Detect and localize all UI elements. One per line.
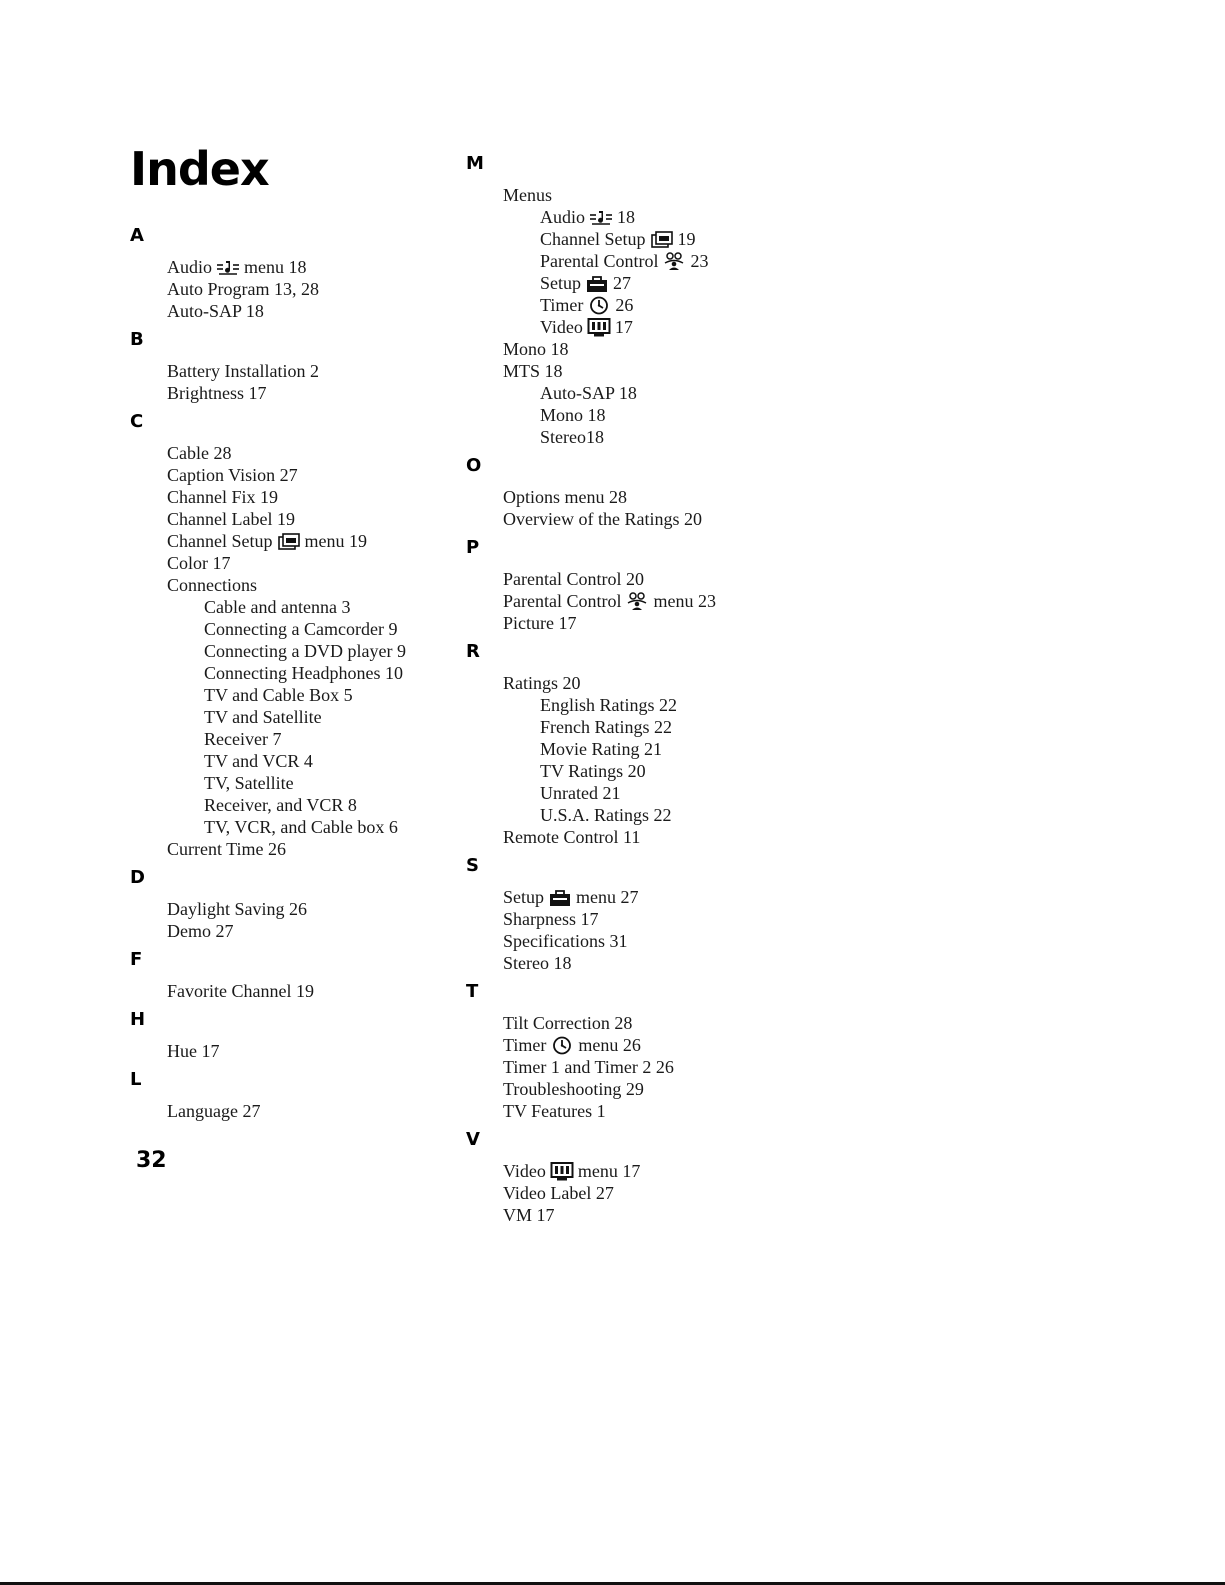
- entry-text: Channel Fix 19: [167, 487, 278, 507]
- section-letter: P: [466, 537, 480, 558]
- index-entry: [130, 750, 460, 772]
- index-section-v: [466, 1128, 796, 1226]
- section-letter: L: [130, 1069, 142, 1090]
- entry-text: Color 17: [167, 553, 231, 573]
- entry-text: Receiver 7: [204, 729, 282, 749]
- section-letter: O: [466, 455, 482, 476]
- section-letter: T: [466, 981, 479, 1002]
- index-entry: [466, 316, 796, 338]
- index-entry: [130, 300, 460, 322]
- index-entry: [466, 590, 796, 612]
- entry-text: Picture 17: [503, 613, 577, 633]
- parental-control-icon: [625, 592, 649, 611]
- index-entry: [130, 530, 460, 552]
- section-letter: A: [130, 225, 144, 246]
- entry-page-ref: 17: [614, 317, 633, 337]
- index-entry: [466, 1034, 796, 1056]
- channel-setup-icon: [277, 532, 301, 551]
- index-entry: [466, 1056, 796, 1078]
- index-section-p: [466, 536, 796, 634]
- index-entry: [466, 952, 796, 974]
- index-entry: [130, 898, 460, 920]
- entry-text: TV Ratings 20: [540, 761, 646, 781]
- entry-text: Tilt Correction 28: [503, 1013, 633, 1033]
- index-entry: [130, 464, 460, 486]
- entry-text: Hue 17: [167, 1041, 220, 1061]
- entry-text: TV, VCR, and Cable box 6: [204, 817, 398, 837]
- entry-text: TV and VCR 4: [204, 751, 313, 771]
- entry-text: Unrated 21: [540, 783, 621, 803]
- entry-text: Video: [503, 1161, 546, 1181]
- index-entry: [130, 640, 460, 662]
- index-entry: [466, 486, 796, 508]
- index-entry: [130, 618, 460, 640]
- entry-page-ref: menu 18: [244, 257, 307, 277]
- entry-page-ref: menu 27: [576, 887, 639, 907]
- entry-text: English Ratings 22: [540, 695, 678, 715]
- entry-page-ref: menu 19: [304, 531, 367, 551]
- entry-text: Daylight Saving 26: [167, 899, 307, 919]
- audio-menu-icon: [216, 258, 240, 277]
- entry-text: Caption Vision 27: [167, 465, 298, 485]
- entry-list: [466, 672, 796, 848]
- entry-text: TV Features 1: [503, 1101, 606, 1121]
- index-entry: [130, 552, 460, 574]
- entry-text: Brightness 17: [167, 383, 267, 403]
- section-letter: H: [130, 1009, 146, 1030]
- index-section-o: [466, 454, 796, 530]
- entry-text: Cable and antenna 3: [204, 597, 351, 617]
- entry-page-ref: 26: [615, 295, 634, 315]
- entry-text: Demo 27: [167, 921, 234, 941]
- entry-list: [130, 360, 460, 404]
- entry-text: Battery Installation 2: [167, 361, 319, 381]
- entry-text: Options menu 28: [503, 487, 627, 507]
- index-entry: [130, 1040, 460, 1062]
- entry-text: Timer: [540, 295, 584, 315]
- entry-list: [130, 980, 460, 1002]
- section-letter: M: [466, 153, 484, 174]
- entry-list: [466, 486, 796, 530]
- entry-list: [130, 898, 460, 942]
- entry-text: Auto-SAP 18: [540, 383, 637, 403]
- index-entry: [130, 508, 460, 530]
- entry-list: [466, 1160, 796, 1226]
- index-entry: [466, 672, 796, 694]
- entry-text: Connecting a Camcorder 9: [204, 619, 398, 639]
- entry-text: Favorite Channel 19: [167, 981, 314, 1001]
- index-entry: [466, 508, 796, 530]
- index-entry: [130, 278, 460, 300]
- index-entry: [130, 838, 460, 860]
- section-letter: S: [466, 855, 479, 876]
- index-entry: [130, 382, 460, 404]
- section-letter: R: [466, 641, 480, 662]
- setup-toolbox-icon: [585, 274, 609, 293]
- index-entry: [466, 1160, 796, 1182]
- entry-text: Auto Program 13, 28: [167, 279, 319, 299]
- entry-text: Audio: [167, 257, 212, 277]
- index-entry: [130, 442, 460, 464]
- index-entry: [466, 760, 796, 782]
- index-entry: [130, 486, 460, 508]
- index-section-t: [466, 980, 796, 1122]
- entry-text: Auto-SAP 18: [167, 301, 264, 321]
- entry-text: Specifications 31: [503, 931, 628, 951]
- index-entry: [466, 382, 796, 404]
- index-entry: [466, 250, 796, 272]
- entry-text: Overview of the Ratings 20: [503, 509, 702, 529]
- index-section-h: [130, 1008, 460, 1062]
- index-section-l: [130, 1068, 460, 1122]
- entry-text: Connecting a DVD player 9: [204, 641, 406, 661]
- timer-clock-icon: [550, 1036, 574, 1055]
- entry-text: Channel Setup: [167, 531, 273, 551]
- index-entry: [466, 426, 796, 448]
- entry-text: Stereo 18: [503, 953, 572, 973]
- index-section-f: [130, 948, 460, 1002]
- index-entry: [130, 662, 460, 684]
- index-entry: [130, 772, 460, 794]
- index-column-left: [130, 224, 460, 1128]
- entry-list: [130, 1040, 460, 1062]
- entry-text: Parental Control: [503, 591, 622, 611]
- index-entry: [466, 294, 796, 316]
- entry-list: [466, 568, 796, 634]
- page-title: Index: [130, 142, 269, 196]
- entry-text: Parental Control: [540, 251, 659, 271]
- index-entry: [466, 1182, 796, 1204]
- entry-page-ref: menu 23: [653, 591, 716, 611]
- index-entry: [466, 612, 796, 634]
- index-entry: [130, 728, 460, 750]
- entry-text: Language 27: [167, 1101, 261, 1121]
- entry-text: Video: [540, 317, 583, 337]
- section-letter: V: [466, 1129, 480, 1150]
- entry-text: TV, Satellite: [204, 773, 294, 793]
- entry-text: TV and Satellite: [204, 707, 322, 727]
- index-entry: [466, 694, 796, 716]
- section-letter: D: [130, 867, 145, 888]
- entry-text: Setup: [503, 887, 545, 907]
- index-entry: [466, 1012, 796, 1034]
- index-entry: [130, 256, 460, 278]
- index-section-a: [130, 224, 460, 322]
- index-entry: [130, 794, 460, 816]
- index-entry: [466, 1100, 796, 1122]
- timer-clock-icon: [587, 296, 611, 315]
- entry-page-ref: menu 26: [578, 1035, 641, 1055]
- index-entry: [466, 1078, 796, 1100]
- index-column-right: [466, 152, 796, 1232]
- video-menu-icon: [550, 1162, 574, 1181]
- entry-list: [466, 184, 796, 448]
- index-section-d: [130, 866, 460, 942]
- entry-text: Timer 1 and Timer 2 26: [503, 1057, 674, 1077]
- entry-text: Remote Control 11: [503, 827, 641, 847]
- entry-list: [466, 886, 796, 974]
- section-letter: C: [130, 411, 144, 432]
- entry-text: Connections: [167, 575, 257, 595]
- index-entry: [466, 272, 796, 294]
- index-section-c: [130, 410, 460, 860]
- entry-text: Mono 18: [503, 339, 569, 359]
- section-letter: B: [130, 329, 144, 350]
- entry-text: Current Time 26: [167, 839, 287, 859]
- entry-list: [130, 256, 460, 322]
- index-entry: [130, 816, 460, 838]
- page-number: 32: [136, 1148, 167, 1173]
- entry-text: MTS 18: [503, 361, 563, 381]
- entry-text: Troubleshooting 29: [503, 1079, 644, 1099]
- index-entry: [466, 908, 796, 930]
- entry-text: Stereo18: [540, 427, 604, 447]
- entry-text: Receiver, and VCR 8: [204, 795, 357, 815]
- index-entry: [466, 360, 796, 382]
- entry-list: [130, 442, 460, 860]
- entry-text: Timer: [503, 1035, 547, 1055]
- entry-text: Audio: [540, 207, 585, 227]
- entry-text: VM 17: [503, 1205, 555, 1225]
- index-section-s: [466, 854, 796, 974]
- index-entry: [466, 716, 796, 738]
- setup-toolbox-icon: [548, 888, 572, 907]
- channel-setup-icon: [650, 230, 674, 249]
- index-entry: [466, 338, 796, 360]
- entry-text: Video Label 27: [503, 1183, 614, 1203]
- index-entry: [130, 920, 460, 942]
- parental-control-icon: [662, 252, 686, 271]
- entry-text: Channel Label 19: [167, 509, 295, 529]
- index-entry: [130, 706, 460, 728]
- entry-text: Connecting Headphones 10: [204, 663, 403, 683]
- index-entry: [466, 886, 796, 908]
- index-entry: [466, 930, 796, 952]
- entry-page-ref: 18: [617, 207, 635, 227]
- entry-list: [130, 1100, 460, 1122]
- index-entry: [466, 228, 796, 250]
- entry-text: Channel Setup: [540, 229, 646, 249]
- index-entry: [466, 826, 796, 848]
- entry-text: Mono 18: [540, 405, 606, 425]
- index-entry: [130, 980, 460, 1002]
- entry-page-ref: menu 17: [577, 1161, 641, 1181]
- entry-text: Menus: [503, 185, 552, 205]
- entry-text: French Ratings 22: [540, 717, 672, 737]
- entry-text: Ratings 20: [503, 673, 581, 693]
- index-entry: [130, 596, 460, 618]
- index-section-m: [466, 152, 796, 448]
- entry-page-ref: 19: [677, 229, 696, 249]
- entry-text: Cable 28: [167, 443, 232, 463]
- video-menu-icon: [587, 318, 611, 337]
- entry-text: Parental Control 20: [503, 569, 644, 589]
- entry-page-ref: 23: [690, 251, 709, 271]
- index-section-r: [466, 640, 796, 848]
- entry-list: [466, 1012, 796, 1122]
- index-entry: [466, 568, 796, 590]
- index-entry: [130, 684, 460, 706]
- entry-page-ref: 27: [613, 273, 632, 293]
- index-entry: [466, 206, 796, 228]
- index-entry: [130, 1100, 460, 1122]
- entry-text: Setup: [540, 273, 582, 293]
- index-entry: [466, 782, 796, 804]
- entry-text: U.S.A. Ratings 22: [540, 805, 672, 825]
- index-entry: [466, 738, 796, 760]
- entry-text: Sharpness 17: [503, 909, 599, 929]
- index-entry: [466, 184, 796, 206]
- index-entry: [130, 360, 460, 382]
- index-entry: [466, 1204, 796, 1226]
- section-letter: F: [130, 949, 143, 970]
- index-section-b: [130, 328, 460, 404]
- entry-text: TV and Cable Box 5: [204, 685, 353, 705]
- entry-text: Movie Rating 21: [540, 739, 662, 759]
- index-entry: [130, 574, 460, 596]
- index-entry: [466, 804, 796, 826]
- index-entry: [466, 404, 796, 426]
- audio-menu-icon: [589, 208, 613, 227]
